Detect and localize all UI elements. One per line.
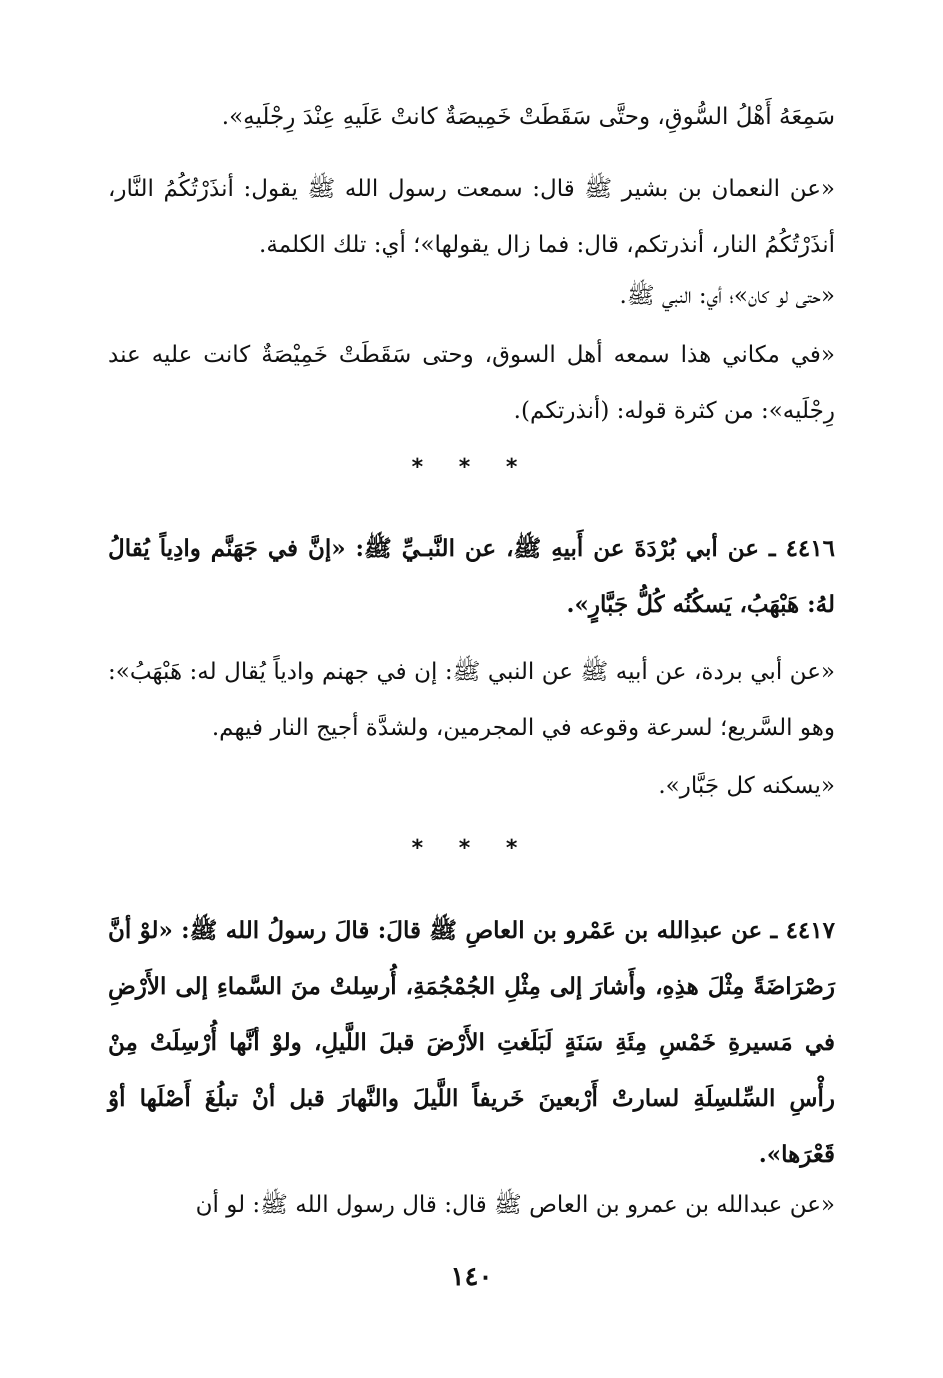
commentary-paragraph-1: «عن النعمان بن بشير ﷺ قال: سمعت رسول الله ﷺ يقول: أنذَرْتُكُمُ النَّار، أنذَرْتُكُمُ النار، أنذرتكم، قال: فما زال يقولها»؛ أي: تلك الكلمة. [108, 176, 835, 258]
hadith-4416: ٤٤١٦ ـ عن أبي بُرْدَةَ عن أَبيهِ ﷺ، عن النَّبـيِّ ﷺ: «إنَّ في جَهَنَّم وادِياً يُقالُ لهُ: هَبْهَبُ، يَسكُنُه كُلُّ جَبَّارٍ». [108, 535, 835, 618]
page-number: ١٤٠ [450, 1262, 493, 1292]
paragraph-continuation: سَمِعَهُ أَهْلُ السُّوقِ، وحتَّى سَقَطَتْ خَمِيصَةٌ كانتْ عَلَيهِ عِنْدَ رِجْلَيهِ». [221, 104, 835, 130]
hadith-4417: ٤٤١٧ ـ عن عبدِالله بن عَمْرو بن العاصِ ﷺ قالَ: قالَ رسولُ الله ﷺ: «لوْ أنَّ رَصْرَاضَةً مِثْلَ هذِهِ، وأَشارَ إلى مِثْلِ الجُمْجُمَةِ، أُرسِلتْ منَ السَّماءِ إلى الأَرْضِ في مَسيرةِ خَمْسِ مِئَةِ سَنَةٍ لَبَلَغتِ الأَرْضَ قبلَ اللَّيلِ، ولوْ أنَّها أُرْسِلَتْ مِنْ رأْسِ السِّلسِلَةِ لسارتْ أَرْبعينَ خَريفاً اللَّيلَ والنَّهارَ قبل أنْ تبلُغَ أَصْلَها أوْ قَعْرَها». [108, 917, 835, 1168]
commentary-paragraph-2: «حتى لو كان»؛ أي: النبي ﷺ. [619, 283, 835, 309]
commentary-paragraph-5: «يسكنه كل جَبَّار». [658, 773, 835, 799]
commentary-paragraph-4: «عن أبي بردة، عن أبيه ﷺ عن النبي ﷺ: إن في جهنم وادياً يُقال له: هَبْهَبُ»: وهو السَّريع؛ لسرعة وقوعه في المجرمين، ولشدَّة أجيج النار فيهم. [108, 659, 835, 741]
commentary-paragraph-3: «في مكاني هذا سمعه أهل السوق، وحتى سَقَطَتْ خَمِيْصَةٌ كانت عليه عند رِجْلَيه»: من كثرة قوله: (أنذرتكم). [108, 342, 835, 424]
section-separator-2: * * * [411, 836, 532, 861]
section-separator-1: * * * [411, 455, 532, 480]
commentary-paragraph-6: «عن عبدالله بن عمرو بن العاص ﷺ قال: قال رسول الله ﷺ: لو أن [195, 1192, 835, 1218]
